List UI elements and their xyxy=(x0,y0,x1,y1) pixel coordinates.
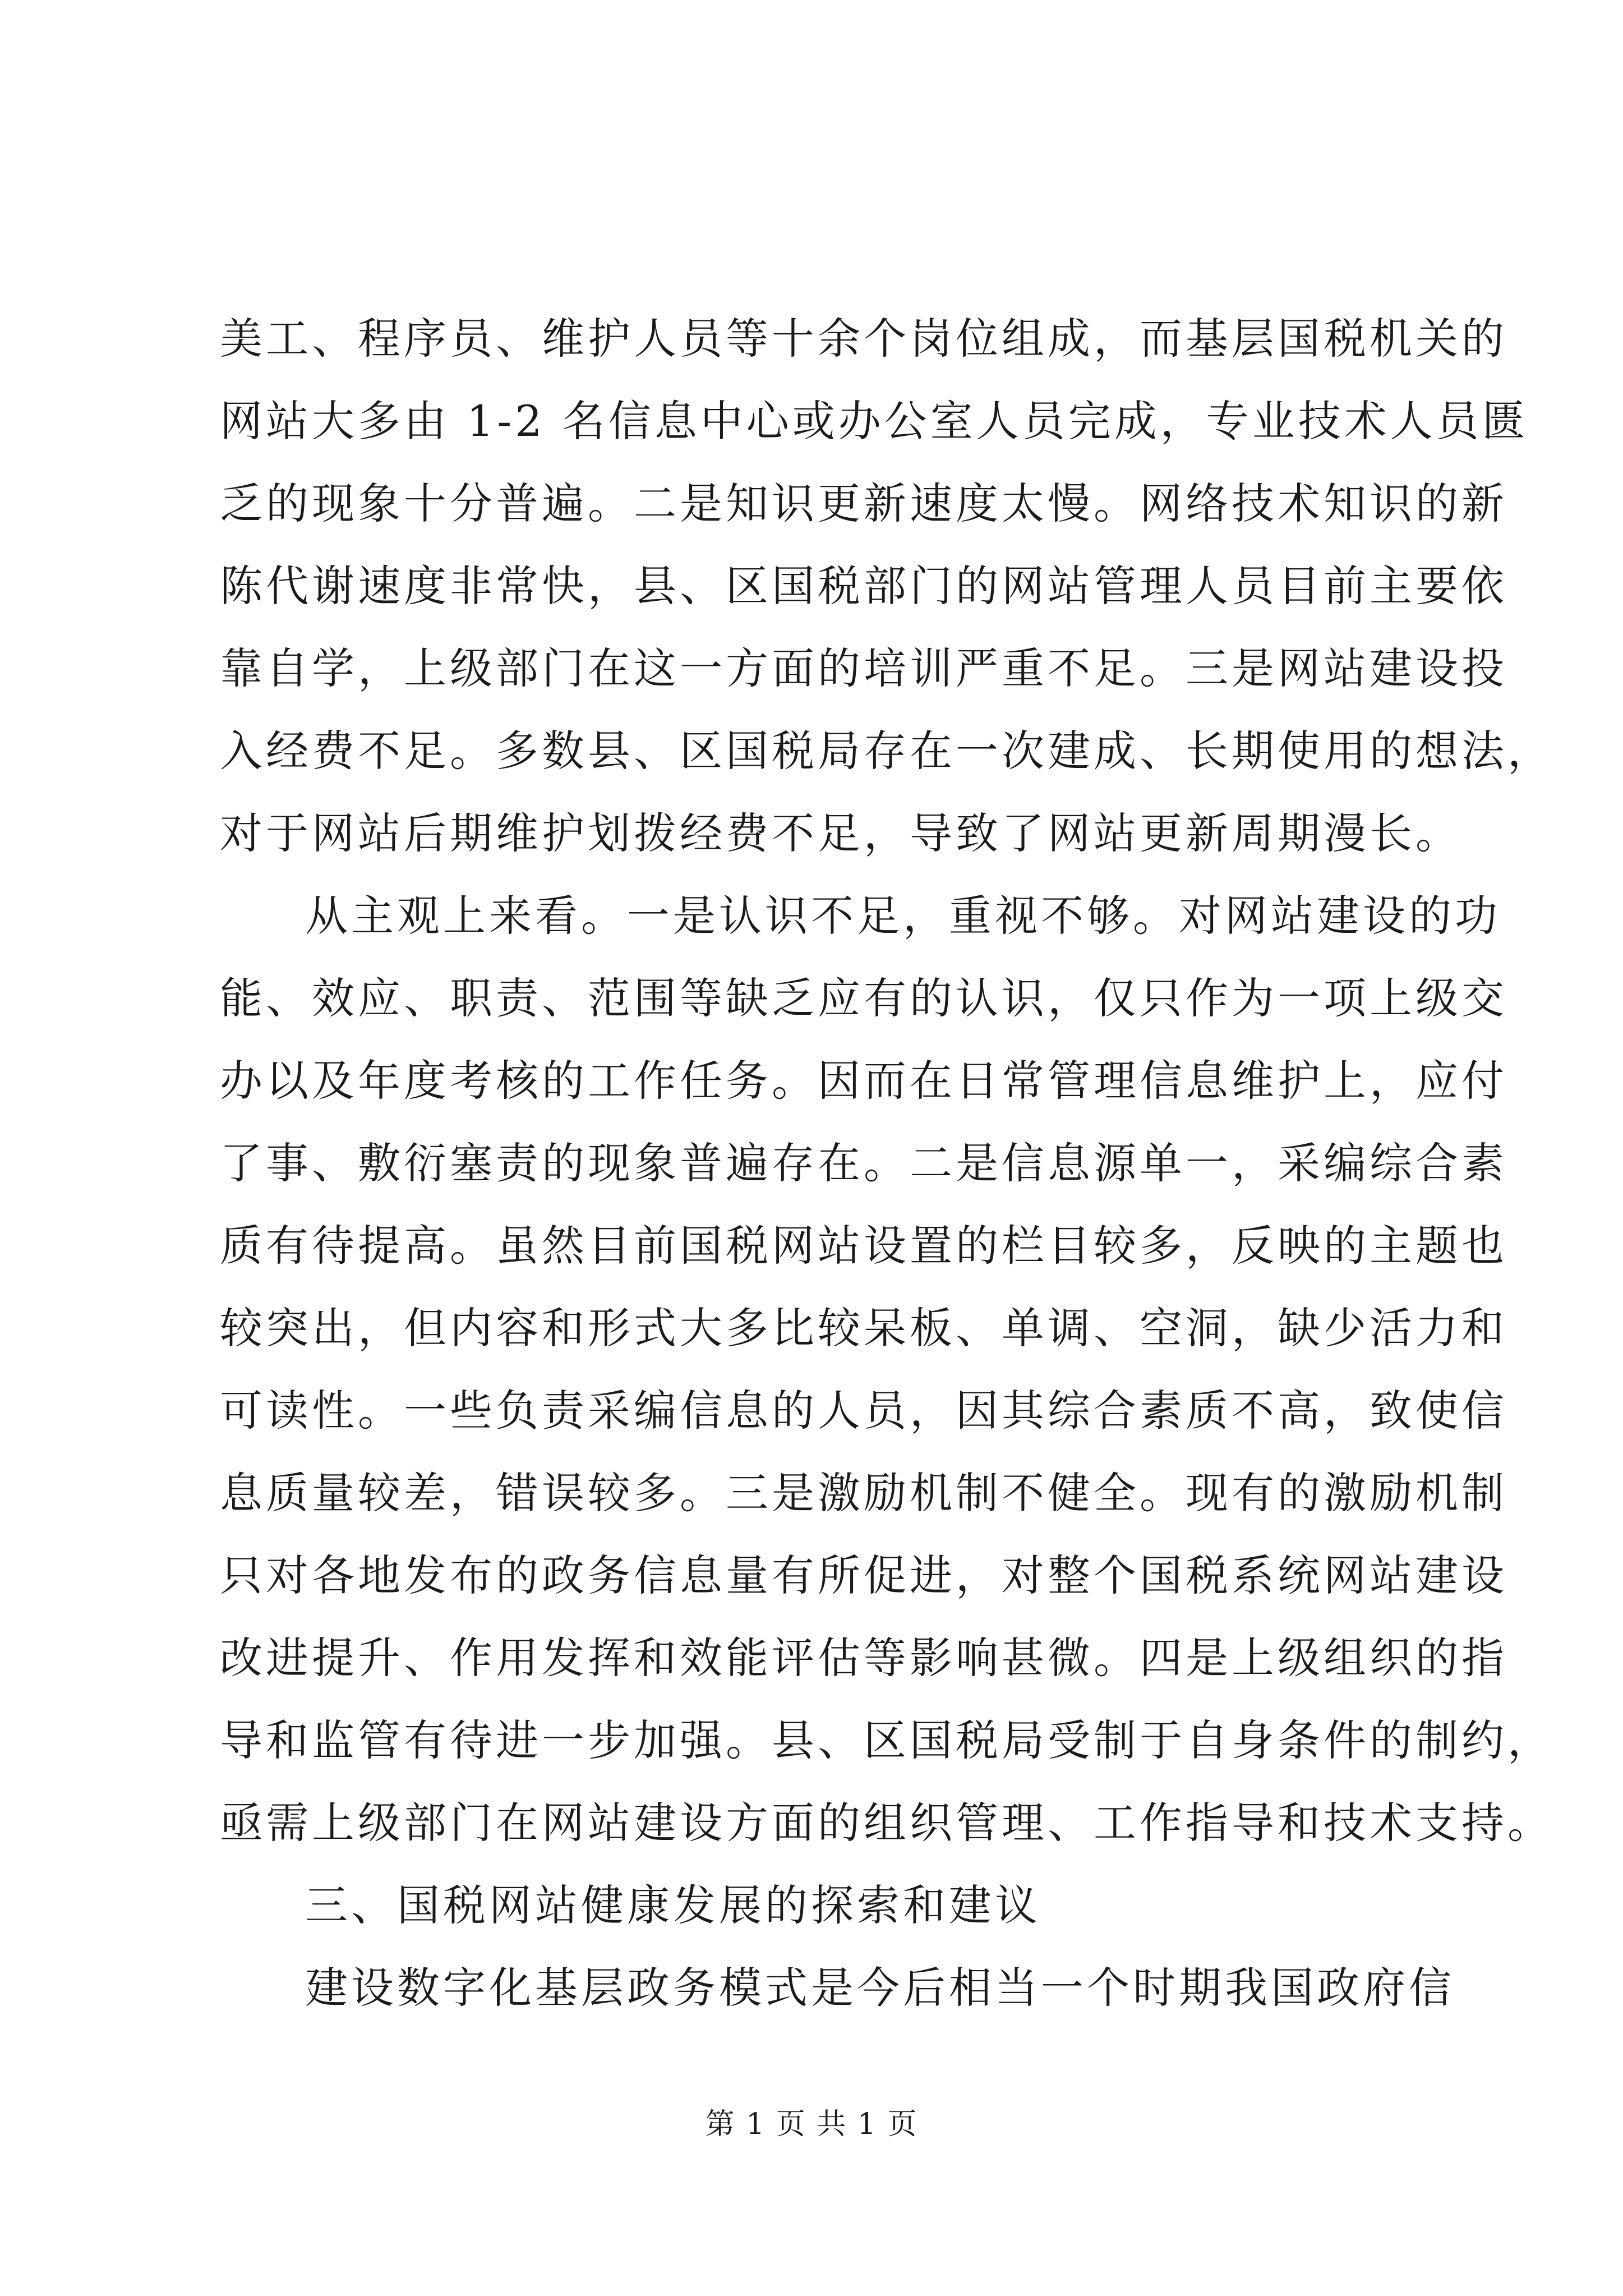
page-footer xyxy=(0,2105,1623,2144)
paragraph-line: 从主观上来看。一是认识不足，重视不够。对网站建设的功 xyxy=(305,891,1501,941)
paragraph-line: 了事、敷衍塞责的现象普遍存在。二是信息源单一，采编综合素 xyxy=(220,1138,1507,1188)
paragraph-line: 只对各地发布的政务信息量有所促进，对整个国税系统网站建设 xyxy=(220,1550,1507,1600)
document-body xyxy=(220,297,1553,2029)
paragraph-line: 导和监管有待进一步加强。县、区国税局受制于自身条件的制约， xyxy=(220,1715,1553,1765)
paragraph-line: 靠自学，上级部门在这一方面的培训严重不足。三是网站建设投 xyxy=(220,643,1507,693)
paragraph-line: 亟需上级部门在网站建设方面的组织管理、工作指导和技术支持。 xyxy=(220,1798,1553,1848)
paragraph-line: 建设数字化基层政务模式是今后相当一个时期我国政府信 xyxy=(305,1963,1455,2013)
paragraph-line: 能、效应、职责、范围等缺乏应有的认识，仅只作为一项上级交 xyxy=(220,973,1507,1023)
section-heading: 三、国税网站健康发展的探索和建议 xyxy=(305,1880,1041,1930)
paragraph-line: 可读性。一些负责采编信息的人员，因其综合素质不高，致使信 xyxy=(220,1386,1507,1435)
paragraph-line: 较突出，但内容和形式大多比较呆板、单调、空洞，缺少活力和 xyxy=(220,1303,1507,1353)
paragraph-line: 质有待提高。虽然目前国税网站设置的栏目较多，反映的主题也 xyxy=(220,1221,1507,1271)
paragraph-line: 网站大多由 1-2 名信息中心或办公室人员完成，专业技术人员匮 xyxy=(220,396,1528,446)
paragraph-line: 息质量较差，错误较多。三是激励机制不健全。现有的激励机制 xyxy=(220,1468,1507,1518)
paragraph-line: 改进提升、作用发挥和效能评估等影响甚微。四是上级组织的指 xyxy=(220,1633,1507,1683)
paragraph-line: 办以及年度考核的工作任务。因而在日常管理信息维护上，应付 xyxy=(220,1056,1507,1106)
page-number: 第 1 页 共 1 页 xyxy=(705,2108,918,2141)
paragraph-line: 美工、程序员、维护人员等十余个岗位组成，而基层国税机关的 xyxy=(220,314,1507,364)
paragraph-line: 陈代谢速度非常快，县、区国税部门的网站管理人员目前主要依 xyxy=(220,561,1507,611)
paragraph-line: 对于网站后期维护划拨经费不足，导致了网站更新周期漫长。 xyxy=(220,808,1461,858)
paragraph-line: 入经费不足。多数县、区国税局存在一次建成、长期使用的想法， xyxy=(220,726,1553,776)
paragraph-line: 乏的现象十分普遍。二是知识更新速度太慢。网络技术知识的新 xyxy=(220,478,1507,528)
